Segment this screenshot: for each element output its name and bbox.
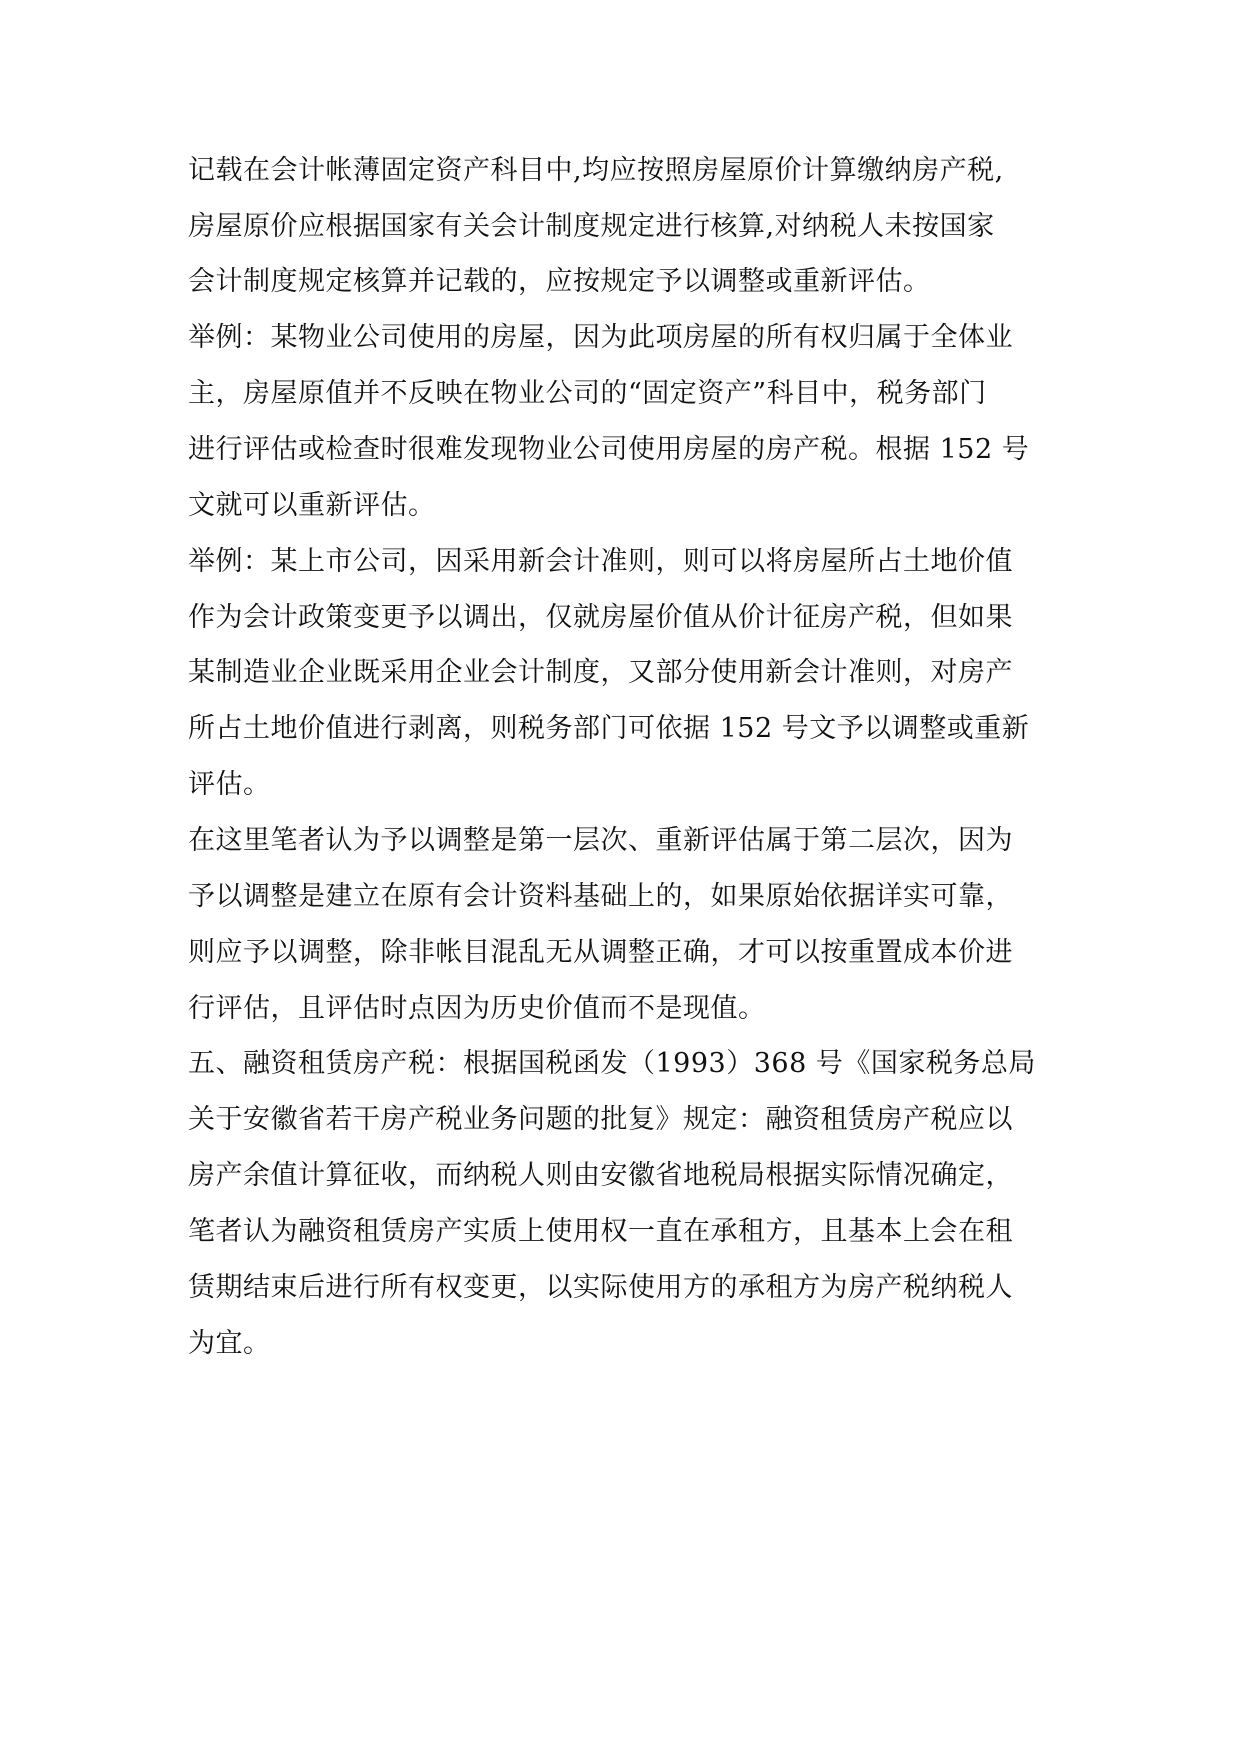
text-line: 房产余值计算征收，而纳税人则由安徽省地税局根据实际情况确定， [188,1160,1013,1191]
text-line: 举例：某上市公司，因采用新会计准则，则可以将房屋所占土地价值 [188,546,1013,577]
text-line: 评估。 [188,769,271,800]
text-line: 为宜。 [188,1328,271,1359]
text-line: 所占土地价值进行剥离，则税务部门可依据 152 号文予以调整或重新 [188,713,1030,744]
text-line: 在这里笔者认为予以调整是第一层次、重新评估属于第二层次，因为 [188,825,1013,856]
text-line: 笔者认为融资租赁房产实质上使用权一直在承租方，且基本上会在租 [188,1216,1013,1247]
text-line: 主，房屋原值并不反映在物业公司的“固定资产”科目中，税务部门 [188,378,987,409]
text-line: 房屋原价应根据国家有关会计制度规定进行核算,对纳税人未按国家 [188,211,995,242]
text-line: 文就可以重新评估。 [188,490,436,521]
text-line: 行评估，且评估时点因为历史价值而不是现值。 [188,993,766,1024]
text-line: 关于安徽省若干房产税业务问题的批复》规定：融资租赁房产税应以 [188,1104,1013,1135]
text-line: 举例：某物业公司使用的房屋，因为此项房屋的所有权归属于全体业 [188,322,1013,353]
text-line: 赁期结束后进行所有权变更，以实际使用方的承租方为房产税纳税人 [188,1272,1013,1303]
text-line: 五、融资租赁房产税：根据国税函发（1993）368 号《国家税务总局 [188,1048,1036,1079]
text-line: 则应予以调整，除非帐目混乱无从调整正确，才可以按重置成本价进 [188,937,1013,968]
text-line: 进行评估或检查时很难发现物业公司使用房屋的房产税。根据 152 号 [188,434,1030,465]
text-line: 某制造业企业既采用企业会计制度，又部分使用新会计准则，对房产 [188,657,1013,688]
text-line: 作为会计政策变更予以调出，仅就房屋价值从价计征房产税，但如果 [188,602,1013,633]
text-line: 会计制度规定核算并记载的，应按规定予以调整或重新评估。 [188,266,931,297]
text-line: 予以调整是建立在原有会计资料基础上的，如果原始依据详实可靠， [188,881,1013,912]
text-line: 记载在会计帐薄固定资产科目中,均应按照房屋原价计算缴纳房产税, [188,155,1004,186]
